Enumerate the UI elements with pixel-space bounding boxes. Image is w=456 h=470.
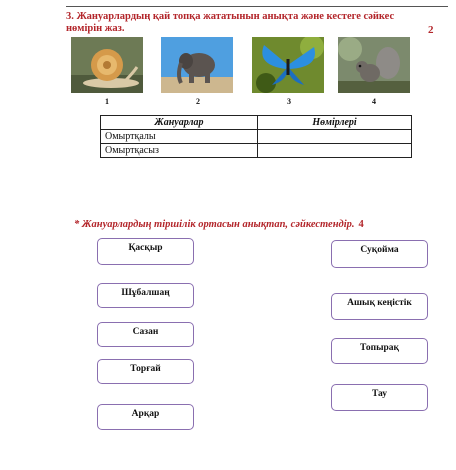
animal-box-wolf[interactable]: Қасқыр: [97, 238, 194, 265]
task-4-title: [74, 219, 364, 230]
top-rule: [66, 6, 448, 7]
animal-box-carp[interactable]: Сазан: [97, 322, 194, 347]
butterfly-picture: [252, 37, 324, 93]
task-4-points: 4: [358, 219, 364, 230]
table-row: [101, 130, 412, 144]
picture-number-4: 4: [372, 97, 376, 106]
task-4-title-text: * Жануарлардың тіршілік ортасын анықтап, сәйкестендір.: [74, 219, 355, 230]
elephant-picture: [161, 37, 233, 93]
habitat-box-mountain[interactable]: Тау: [331, 384, 428, 411]
animal-box-earthworm[interactable]: Шұбалшаң: [97, 283, 194, 308]
habitat-box-soil[interactable]: Топырақ: [331, 338, 428, 364]
row-label-vertebrates: Омыртқалы: [101, 130, 258, 144]
habitat-box-open-space[interactable]: Ашық кеңістік: [331, 293, 428, 320]
answer-cell-vertebrates[interactable]: [258, 130, 412, 144]
picture-number-1: 1: [105, 97, 109, 106]
table-row: [101, 144, 412, 158]
answer-cell-invertebrates[interactable]: [258, 144, 412, 158]
habitat-box-reservoir[interactable]: Суқойма: [331, 240, 428, 268]
animal-box-sparrow[interactable]: Торғай: [97, 359, 194, 384]
animal-box-argali[interactable]: Арқар: [97, 404, 194, 430]
row-label-invertebrates: Омыртқасыз: [101, 144, 258, 158]
task-3-title: 3. Жануарлардың қай топқа жататынын анықта және кестеге сәйкес нөмірін жаз.: [66, 11, 395, 34]
task-3-points: 2: [428, 24, 434, 36]
picture-number-2: 2: [196, 97, 200, 106]
squirrel-picture: [338, 37, 410, 93]
header-numbers: Нөмірлері: [258, 116, 412, 130]
picture-number-3: 3: [287, 97, 291, 106]
header-animals: Жануарлар: [101, 116, 258, 130]
classification-table: [100, 115, 412, 158]
snail-picture: [71, 37, 143, 93]
table-header-row: [101, 116, 412, 130]
